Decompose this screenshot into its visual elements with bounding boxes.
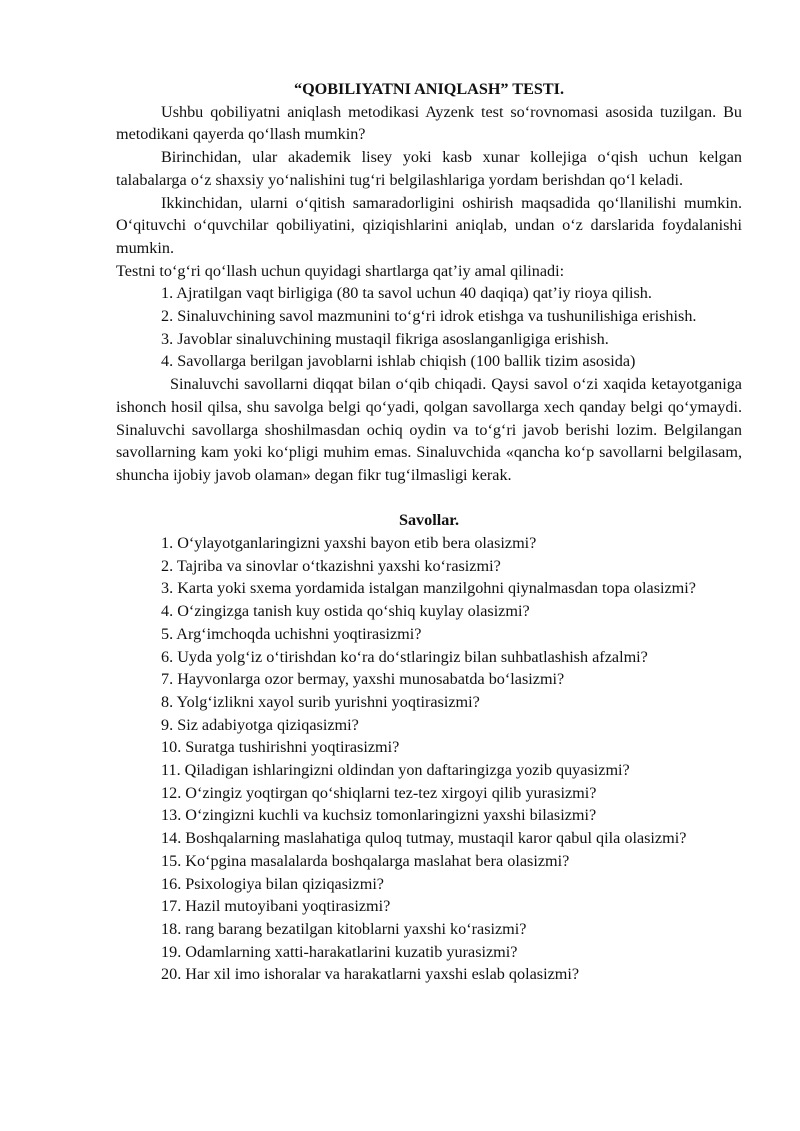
question-item: 18. rang barang bezatilgan kitoblarni yaxshi ko‘rasizmi?: [161, 920, 527, 938]
spacer: [116, 487, 742, 510]
question-item: 2. Tajriba va sinovlar o‘tkazishni yaxshi ko‘rasizmi?: [161, 556, 501, 575]
rules-intro: Testni to‘g‘ri qo‘llash uchun quyidagi shartlarga qat’iy amal qilinadi:: [116, 261, 565, 280]
document-title: “QOBILIYATNI ANIQLASH” TESTI.: [293, 80, 565, 98]
question-item: 5. Arg‘imchoqda uchishni yoqtirasizmi?: [161, 624, 422, 643]
intro-paragraph: Birinchidan, ular akademik lisey yoki kasb xunar kollejiga o‘qish uchun kelgan talabalarga o‘z shaxsiy yo‘nalishini tug‘ri belgilashlariga yordam berishdan qo‘l keladi.: [116, 148, 742, 189]
intro-paragraph: Ikkinchidan, ularni o‘qitish samaradorligini oshirish maqsadida qo‘llanilishi mumkin. O‘qituvchi o‘quvchilar qobiliyatini, qiziqishlarini aniqlab, undan o‘z darslarida foydalanishi mumkin.: [116, 193, 742, 257]
question-item: 1. O‘ylayotganlaringizni yaxshi bayon etib bera olasizmi?: [161, 534, 537, 553]
question-item: 14. Boshqalarning maslahatiga quloq tutmay, mustaqil karor qabul qila olasizmi?: [161, 829, 687, 848]
question-item: 8. Yolg‘izlikni xayol surib yurishni yoqtirasizmi?: [161, 692, 480, 711]
rule-item: 4. Savollarga berilgan javoblarni ishlab chiqish (100 ballik tizim asosida): [161, 352, 636, 371]
intro-paragraph: Ushbu qobiliyatni aniqlash metodikasi Ayzenk test so‘rovnomasi asosida tuzilgan. Bu metodikani qayerda qo‘llash mumkin?: [116, 102, 742, 144]
question-item: 17. Hazil mutoyibani yoqtirasizmi?: [161, 897, 391, 916]
question-item: 15. Ko‘pgina masalalarda boshqalarga maslahat bera olasizmi?: [161, 851, 570, 870]
question-item: 16. Psixologiya bilan qiziqasizmi?: [161, 874, 384, 893]
question-item: 3. Karta yoki sxema yordamida istalgan manzilgohni qiynalmasdan topa olasizmi?: [161, 579, 696, 598]
document-page: [116, 78, 742, 986]
rule-item: 2. Sinaluvchining savol mazmunini to‘g‘ri idrok etishga va tushunilishiga erishish.: [161, 307, 697, 326]
instruction-paragraph: Sinaluvchi savollarni diqqat bilan o‘qib chiqadi. Qaysi savol o‘zi xaqida ketayotganiga ishonch hosil qilsa, shu savolga belgi qo‘yadi, qolgan savollarga xech qanday belgi qo‘ymaydi. Sinaluvchi savollarga shoshilmasdan ochiq oydin va to‘g‘ri javob berishi lozim. Belgilangan savollarning kam yoki ko‘pligi muhim emas. Sinaluvchida «qancha ko‘p savollarni belgilasam, shuncha ijobiy javob olaman» degan fikr tug‘ilmasligi kerak.: [116, 375, 742, 484]
question-item: 7. Hayvonlarga ozor bermay, yaxshi munosabatda bo‘lasizmi?: [161, 670, 565, 689]
questions-list: [116, 532, 742, 986]
rules-list: [116, 282, 742, 373]
rule-item: 3. Javoblar sinaluvchining mustaqil fikriga asoslanganligiga erishish.: [161, 329, 609, 348]
rule-item: 1. Ajratilgan vaqt birligiga (80 ta savol uchun 40 daqiqa) qat’iy rioya qilish.: [161, 284, 652, 303]
question-item: 11. Qiladigan ishlaringizni oldindan yon daftaringizga yozib quyasizmi?: [161, 761, 630, 780]
question-item: 4. O‘zingizga tanish kuy ostida qo‘shiq kuylay olasizmi?: [161, 602, 530, 621]
question-item: 13. O‘zingizni kuchli va kuchsiz tomonlaringizni yaxshi bilasizmi?: [161, 806, 597, 825]
question-item: 19. Odamlarning xatti-harakatlarini kuzatib yurasizmi?: [161, 942, 518, 961]
question-item: 12. O‘zingiz yoqtirgan qo‘shiqlarni tez-tez xirgoyi qilib yurasizmi?: [161, 783, 597, 802]
questions-heading: Savollar.: [398, 511, 460, 530]
question-item: 6. Uyda yolg‘iz o‘tirishdan ko‘ra do‘stlaringiz bilan suhbatlashish afzalmi?: [161, 647, 648, 666]
question-item: 10. Suratga tushirishni yoqtirasizmi?: [161, 738, 400, 757]
question-item: 9. Siz adabiyotga qiziqasizmi?: [161, 715, 359, 734]
question-item: 20. Har xil imo ishoralar va harakatlarni yaxshi eslab qolasizmi?: [161, 965, 580, 984]
